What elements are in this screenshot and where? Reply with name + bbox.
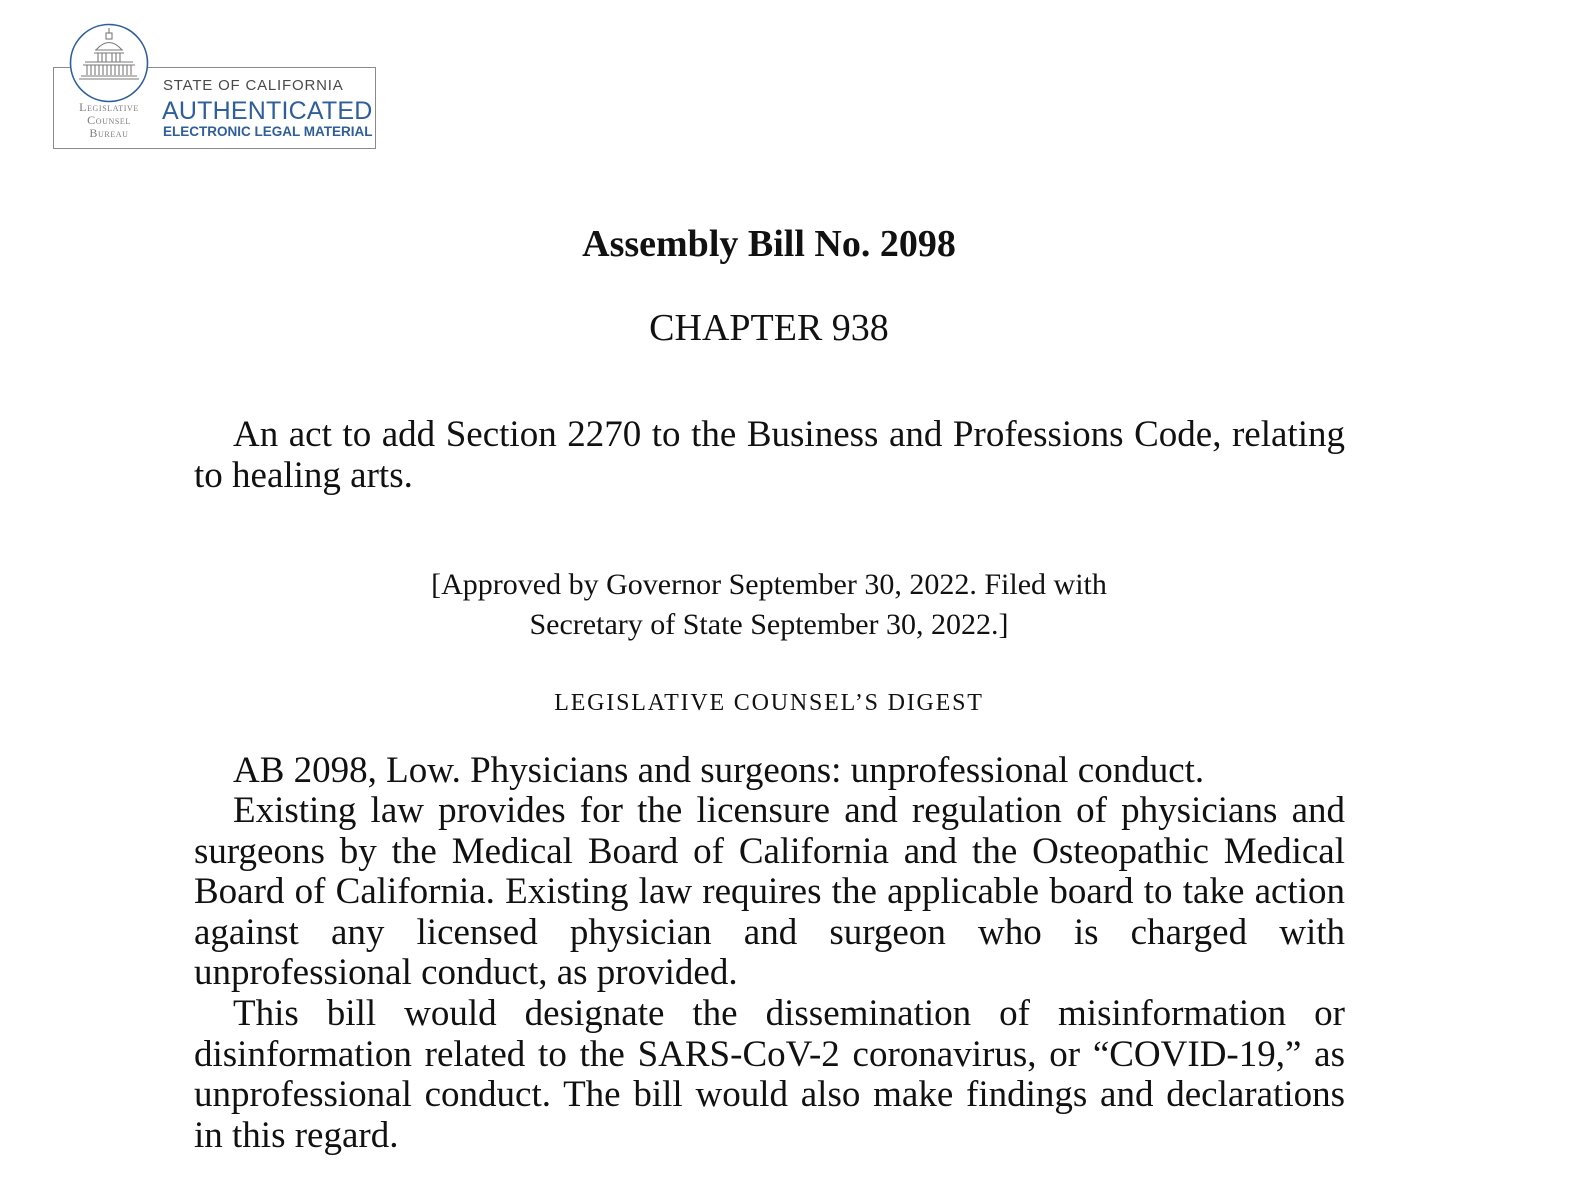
chapter-number: CHAPTER 938 <box>649 307 889 349</box>
badge-agency-line1: Legislative <box>79 100 139 114</box>
capitol-dome-icon <box>68 22 150 104</box>
badge-authenticated: AUTHENTICATED <box>162 97 373 125</box>
badge-agency-line2: Counsel <box>87 113 131 127</box>
digest-heading: LEGISLATIVE COUNSEL’S DIGEST <box>554 690 984 716</box>
approval-notice <box>0 565 1538 645</box>
badge-state: STATE OF CALIFORNIA <box>163 77 344 94</box>
digest-title-line: AB 2098, Low. Physicians and surgeons: unprofessional conduct. <box>233 750 1205 791</box>
approval-line-2: Secretary of State September 30, 2022.] <box>529 608 1009 641</box>
badge-subtitle: ELECTRONIC LEGAL MATERIAL <box>163 124 373 139</box>
digest-paragraph-existing-law: Existing law provides for the licensure and regulation of physicians and surgeons by the Medical Board of California and the Osteopathic Medical Board of California. Existing law requires the applicable board to take action against any licensed physician and surgeon who is charged with unprofessional conduct, as provided. <box>194 790 1345 993</box>
badge-agency-line3: Bureau <box>89 126 129 140</box>
digest-paragraph-bill-effect: This bill would designate the dissemination of misinformation or disinformation related to the SARS-CoV-2 coronavirus, or “COVID-19,” as unprofessional conduct. The bill would also make findings and declarations in this regard. <box>194 993 1345 1156</box>
badge-agency-name <box>58 101 160 140</box>
bill-title: Assembly Bill No. 2098 <box>582 223 956 265</box>
act-description: An act to add Section 2270 to the Business and Professions Code, relating to healing arts. <box>194 414 1345 496</box>
approval-line-1: [Approved by Governor September 30, 2022. Filed with <box>431 568 1107 601</box>
